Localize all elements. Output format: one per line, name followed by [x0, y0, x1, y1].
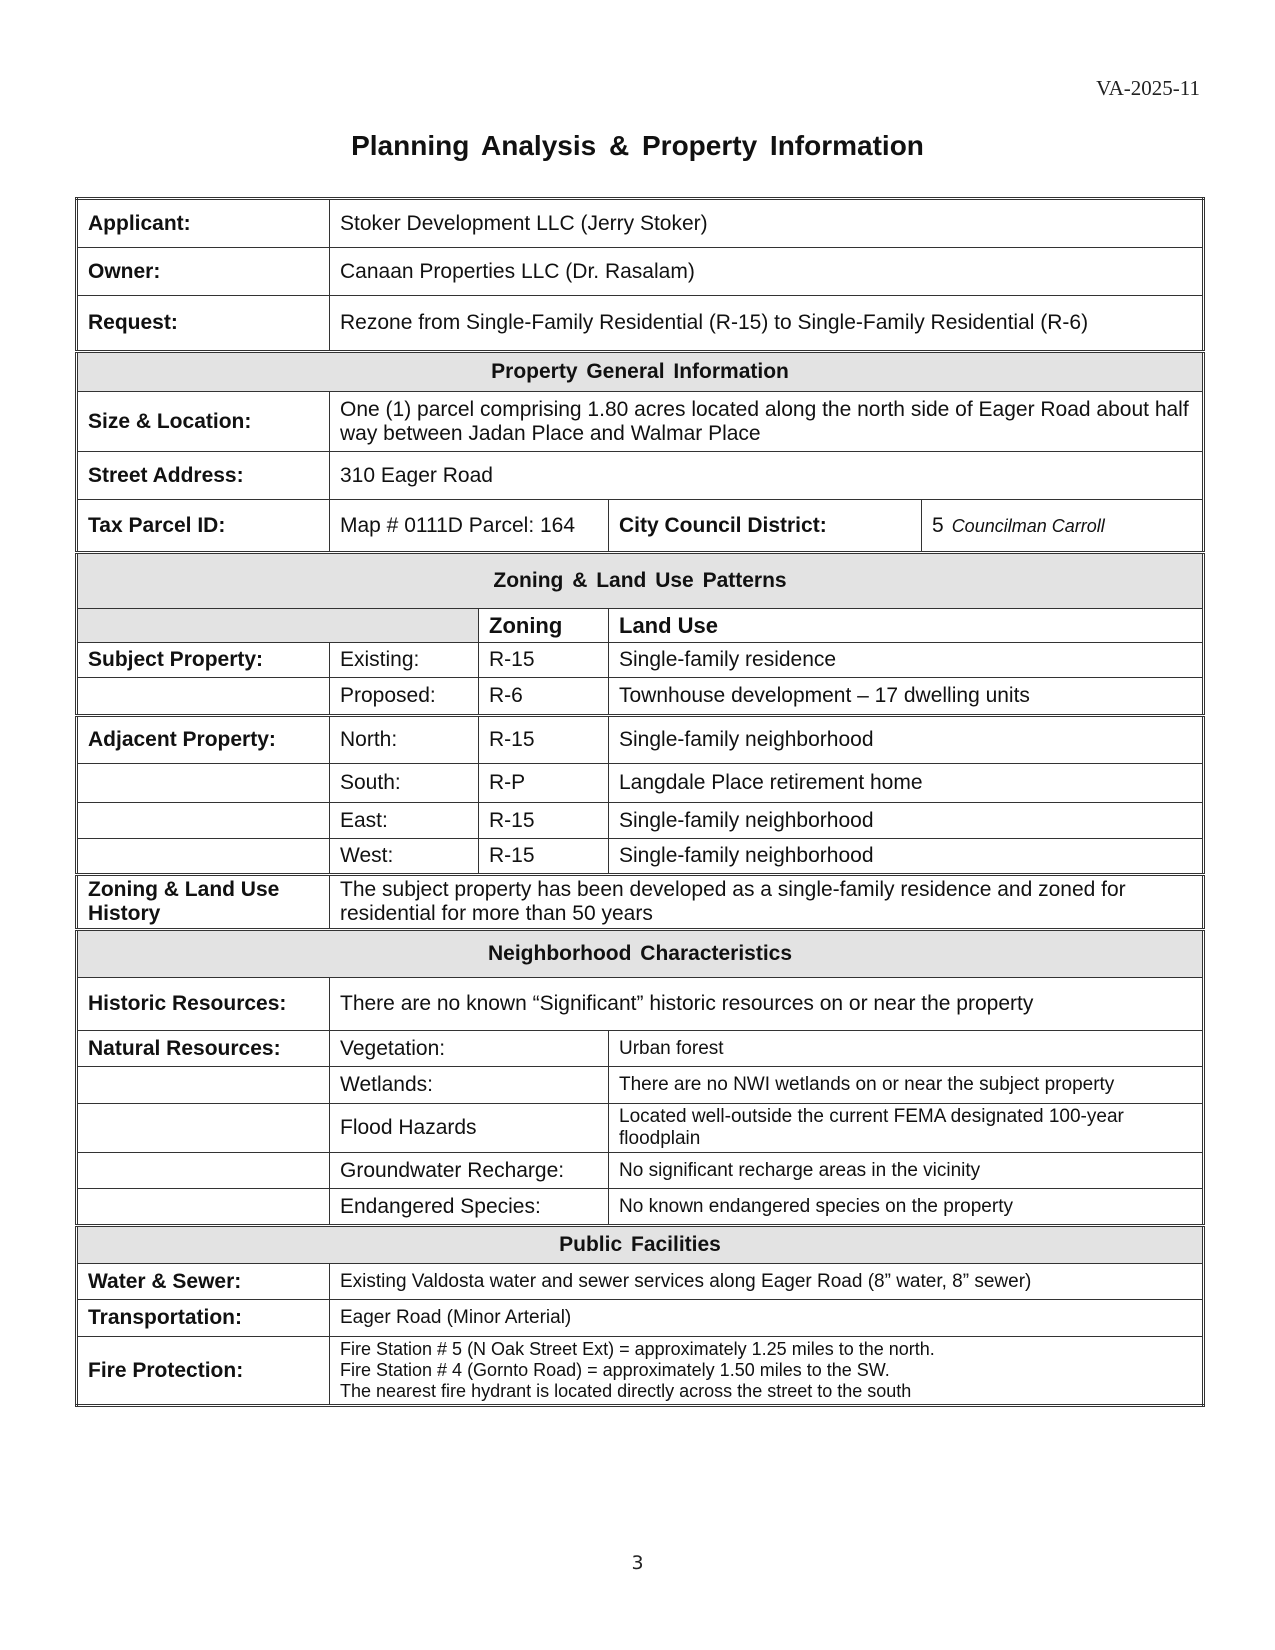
- neighborhood-section-header: [77, 930, 1204, 978]
- empty-label-cell: [77, 764, 330, 803]
- facilities-heading: Public Facilities: [77, 1226, 1204, 1264]
- historic-resources-row: [77, 978, 1204, 1031]
- fire-protection-line: Fire Station # 5 (N Oak Street Ext) = approximately 1.25 miles to the north.: [340, 1339, 935, 1359]
- applicant-value: Stoker Development LLC (Jerry Stoker): [330, 199, 1204, 248]
- natural-resource-row: [77, 1153, 1204, 1189]
- subject-property-label: Subject Property:: [77, 643, 330, 678]
- subject-type: Existing:: [330, 643, 479, 678]
- fire-protection-label: Fire Protection:: [77, 1337, 330, 1406]
- street-address-row: [77, 452, 1204, 500]
- water-sewer-row: [77, 1264, 1204, 1300]
- owner-label: Owner:: [77, 248, 330, 296]
- council-district-number: 5: [932, 513, 944, 537]
- transportation-label: Transportation:: [77, 1300, 330, 1337]
- request-value: Rezone from Single-Family Residential (R-15) to Single-Family Residential (R-6): [330, 296, 1204, 352]
- land-use-column-header: Land Use: [609, 609, 1204, 643]
- document-id: VA-2025-11: [1096, 76, 1200, 100]
- councilman-name: Councilman Carroll: [951, 515, 1105, 536]
- natural-resources-label: Natural Resources:: [77, 1031, 330, 1067]
- subject-proposed-row: [77, 678, 1204, 716]
- subject-land-use: Single-family residence: [609, 643, 1204, 678]
- applicant-row: [77, 199, 1204, 248]
- empty-label-cell: [77, 803, 330, 839]
- zoning-column-header: Zoning: [479, 609, 609, 643]
- natural-resource-item: Groundwater Recharge:: [330, 1153, 609, 1189]
- council-district-value: [922, 500, 1204, 553]
- natural-resource-row: [77, 1031, 1204, 1067]
- empty-label-cell: [77, 1067, 330, 1104]
- applicant-label: Applicant:: [77, 199, 330, 248]
- facilities-section-header: [77, 1226, 1204, 1264]
- adjacent-property-label: Adjacent Property:: [77, 716, 330, 764]
- zoning-history-value: The subject property has been developed as a single-family residence and zoned for residential for more than 50 years: [330, 875, 1204, 930]
- adjacent-zoning: R-15: [479, 803, 609, 839]
- owner-row: [77, 248, 1204, 296]
- natural-resource-item: Vegetation:: [330, 1031, 609, 1067]
- subject-land-use: Townhouse development – 17 dwelling units: [609, 678, 1204, 716]
- owner-value: Canaan Properties LLC (Dr. Rasalam): [330, 248, 1204, 296]
- empty-label-cell: [77, 839, 330, 875]
- request-label: Request:: [77, 296, 330, 352]
- empty-label-cell: [77, 678, 330, 716]
- adjacent-land-use: Single-family neighborhood: [609, 803, 1204, 839]
- blank-header-cell: [77, 609, 479, 643]
- zoning-heading: Zoning & Land Use Patterns: [77, 553, 1204, 609]
- natural-resource-value: No known endangered species on the property: [609, 1189, 1204, 1226]
- natural-resource-row: [77, 1104, 1204, 1153]
- tax-parcel-value: Map # 0111D Parcel: 164: [330, 500, 609, 553]
- size-location-row: [77, 392, 1204, 452]
- subject-type: Proposed:: [330, 678, 479, 716]
- general-heading: Property General Information: [77, 352, 1204, 392]
- fire-protection-line: Fire Station # 4 (Gornto Road) = approximately 1.50 miles to the SW.: [340, 1360, 890, 1380]
- adjacent-zoning: R-15: [479, 839, 609, 875]
- natural-resource-row: [77, 1067, 1204, 1104]
- fire-protection-value: [330, 1337, 1204, 1406]
- fire-protection-line: The nearest fire hydrant is located directly across the street to the south: [340, 1381, 912, 1401]
- property-info-table: [75, 197, 1205, 1407]
- street-address-label: Street Address:: [77, 452, 330, 500]
- zoning-section-header: [77, 553, 1204, 609]
- natural-resource-item: Endangered Species:: [330, 1189, 609, 1226]
- subject-zoning: R-15: [479, 643, 609, 678]
- zoning-history-label-line: History: [88, 902, 161, 925]
- adjacent-zoning: R-P: [479, 764, 609, 803]
- size-location-value: One (1) parcel comprising 1.80 acres located along the north side of Eager Road about half way between Jadan Place and Walmar Place: [330, 392, 1204, 452]
- natural-resource-value: Urban forest: [609, 1031, 1204, 1067]
- adjacent-land-use: Single-family neighborhood: [609, 716, 1204, 764]
- subject-existing-row: [77, 643, 1204, 678]
- historic-resources-value: There are no known “Significant” historic resources on or near the property: [330, 978, 1204, 1031]
- natural-resource-value: There are no NWI wetlands on or near the subject property: [609, 1067, 1204, 1104]
- subject-zoning: R-6: [479, 678, 609, 716]
- natural-resource-item: Flood Hazards: [330, 1104, 609, 1153]
- adjacent-east-row: [77, 803, 1204, 839]
- transportation-row: [77, 1300, 1204, 1337]
- tax-parcel-label: Tax Parcel ID:: [77, 500, 330, 553]
- natural-resource-value: No significant recharge areas in the vicinity: [609, 1153, 1204, 1189]
- request-row: [77, 296, 1204, 352]
- street-address-value: 310 Eager Road: [330, 452, 1204, 500]
- empty-label-cell: [77, 1189, 330, 1226]
- zoning-history-row: [77, 875, 1204, 930]
- tax-parcel-row: [77, 500, 1204, 553]
- adjacent-direction: East:: [330, 803, 479, 839]
- zoning-column-header-row: [77, 609, 1204, 643]
- adjacent-land-use: Langdale Place retirement home: [609, 764, 1204, 803]
- page-number: 3: [631, 1552, 644, 1574]
- zoning-history-label-line: Zoning & Land Use: [88, 878, 280, 901]
- water-sewer-label: Water & Sewer:: [77, 1264, 330, 1300]
- page-title: Planning Analysis & Property Information: [351, 130, 924, 161]
- natural-resource-item: Wetlands:: [330, 1067, 609, 1104]
- zoning-history-label: [77, 875, 330, 930]
- council-district-label: City Council District:: [609, 500, 922, 553]
- historic-resources-label: Historic Resources:: [77, 978, 330, 1031]
- adjacent-zoning: R-15: [479, 716, 609, 764]
- water-sewer-value: Existing Valdosta water and sewer services along Eager Road (8” water, 8” sewer): [330, 1264, 1204, 1300]
- empty-label-cell: [77, 1153, 330, 1189]
- natural-resource-row: [77, 1189, 1204, 1226]
- adjacent-direction: South:: [330, 764, 479, 803]
- empty-label-cell: [77, 1104, 330, 1153]
- general-section-header: [77, 352, 1204, 392]
- size-location-label: Size & Location:: [77, 392, 330, 452]
- adjacent-west-row: [77, 839, 1204, 875]
- neighborhood-heading: Neighborhood Characteristics: [77, 930, 1204, 978]
- adjacent-direction: West:: [330, 839, 479, 875]
- adjacent-land-use: Single-family neighborhood: [609, 839, 1204, 875]
- natural-resource-value: Located well-outside the current FEMA designated 100-year floodplain: [609, 1104, 1204, 1153]
- adjacent-south-row: [77, 764, 1204, 803]
- adjacent-direction: North:: [330, 716, 479, 764]
- adjacent-north-row: [77, 716, 1204, 764]
- transportation-value: Eager Road (Minor Arterial): [330, 1300, 1204, 1337]
- fire-protection-row: [77, 1337, 1204, 1406]
